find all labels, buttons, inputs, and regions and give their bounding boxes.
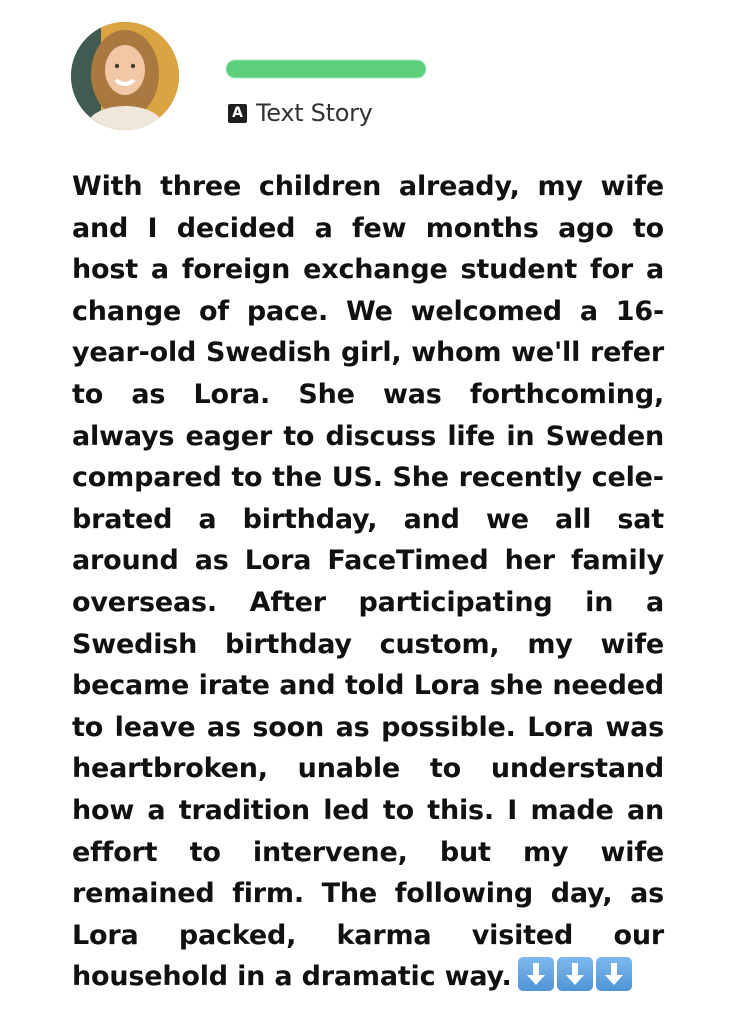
story-header [0,0,735,150]
down-arrow-icon [518,957,554,991]
story-body [72,166,664,998]
story-type-tag [228,98,373,128]
story-text: With three children already, my wife and I decided a few months ago to host a foreign exchange student for a change of pace. We welcomed a 16-year-old Swedish girl, whom we'll refer to as Lora. She was forthcoming, always eager to discuss life in Sweden compared to the US. She recently celebrated a birthday, and we all sat around as Lora FaceTimed her family overseas. After participating in a Swedish birthday custom, my wife became irate and told Lora she needed to leave as soon as possible. Lora was heartbroken, unable to understand how a tradition led to this. I made an effort to intervene, but my wife remained firm. The following day, as Lora packed, karma visited our household in a dramatic way. [72,171,664,993]
down-arrow-icon [557,957,593,991]
down-arrow-icon [596,957,632,991]
avatar[interactable] [71,22,179,130]
trailing-arrows [518,957,632,991]
text-story-icon: A [228,104,247,123]
story-type-label: Text Story [256,99,373,127]
redacted-name [226,60,426,78]
